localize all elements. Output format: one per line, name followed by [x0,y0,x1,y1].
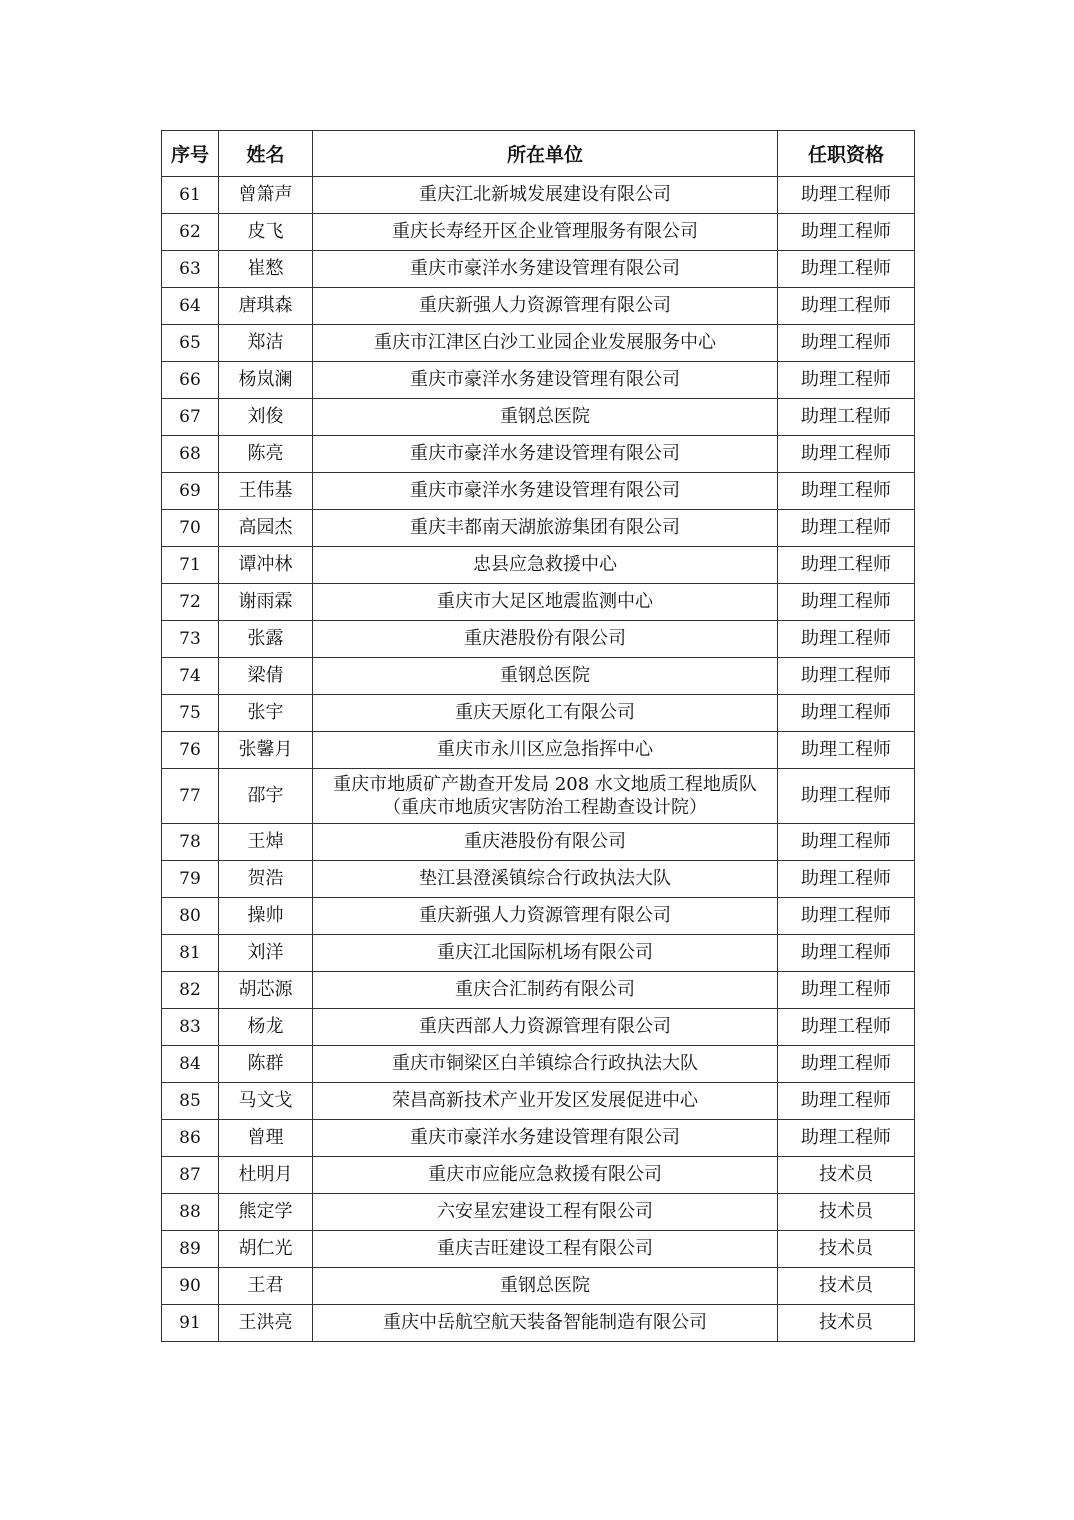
row-index: 89 [162,1231,219,1268]
row-name: 操帅 [219,898,313,935]
table-row [162,399,915,436]
row-qualification: 助理工程师 [778,584,915,621]
table-row [162,861,915,898]
unit-line: 重钢总医院 [500,406,590,427]
table-row [162,935,915,972]
table-row [162,510,915,547]
row-name: 唐琪森 [219,288,313,325]
row-index: 84 [162,1046,219,1083]
row-name: 杨龙 [219,1009,313,1046]
table-row [162,1046,915,1083]
unit-line: 重庆市应能应急救援有限公司 [428,1164,662,1185]
row-qualification: 助理工程师 [778,177,915,214]
unit-line: 荣昌高新技术产业开发区发展促进中心 [392,1090,698,1111]
row-unit [313,1009,778,1046]
table-row [162,473,915,510]
table-row [162,824,915,861]
table-row [162,547,915,584]
row-name: 谭冲林 [219,547,313,584]
row-unit [313,1157,778,1194]
row-unit [313,1194,778,1231]
personnel-table [161,130,915,1342]
row-index: 68 [162,436,219,473]
unit-line: 重庆江北国际机场有限公司 [437,942,653,963]
row-unit [313,362,778,399]
row-index: 67 [162,399,219,436]
row-qualification: 助理工程师 [778,621,915,658]
row-qualification: 助理工程师 [778,824,915,861]
row-qualification: 助理工程师 [778,695,915,732]
unit-line: 忠县应急救援中心 [473,554,617,575]
table-row [162,898,915,935]
row-qualification: 助理工程师 [778,399,915,436]
row-unit [313,1083,778,1120]
unit-line: 重庆市江津区白沙工业园企业发展服务中心 [374,332,716,353]
row-qualification: 助理工程师 [778,861,915,898]
row-index: 91 [162,1305,219,1342]
row-unit [313,288,778,325]
row-name: 张馨月 [219,732,313,769]
row-index: 90 [162,1268,219,1305]
row-unit [313,621,778,658]
row-index: 76 [162,732,219,769]
row-qualification: 助理工程师 [778,325,915,362]
row-qualification: 助理工程师 [778,769,915,824]
row-name: 高园杰 [219,510,313,547]
row-unit [313,898,778,935]
row-qualification: 助理工程师 [778,972,915,1009]
row-unit [313,251,778,288]
unit-line: 重庆市豪洋水务建设管理有限公司 [410,258,680,279]
row-qualification: 技术员 [778,1268,915,1305]
row-index: 78 [162,824,219,861]
unit-line: 重庆长寿经开区企业管理服务有限公司 [392,221,698,242]
table-row [162,288,915,325]
table-row [162,436,915,473]
row-name: 皮飞 [219,214,313,251]
row-unit [313,695,778,732]
row-qualification: 助理工程师 [778,658,915,695]
row-name: 邵宇 [219,769,313,824]
table-row [162,1268,915,1305]
row-qualification: 助理工程师 [778,214,915,251]
table-row [162,769,915,824]
unit-line: 重庆新强人力资源管理有限公司 [419,295,671,316]
row-name: 王洪亮 [219,1305,313,1342]
row-qualification: 助理工程师 [778,510,915,547]
row-index: 65 [162,325,219,362]
unit-line: 重庆市豪洋水务建设管理有限公司 [410,480,680,501]
row-qualification: 技术员 [778,1305,915,1342]
row-unit [313,399,778,436]
table-row [162,621,915,658]
unit-line: 重庆市铜梁区白羊镇综合行政执法大队 [392,1053,698,1074]
unit-line: 六安星宏建设工程有限公司 [437,1201,653,1222]
table-row [162,695,915,732]
row-name: 王焯 [219,824,313,861]
unit-line: 重庆中岳航空航天装备智能制造有限公司 [383,1312,707,1333]
row-qualification: 技术员 [778,1157,915,1194]
header-index: 序号 [162,131,219,177]
row-qualification: 助理工程师 [778,547,915,584]
unit-line: 重庆市豪洋水务建设管理有限公司 [410,1127,680,1148]
row-name: 马文戈 [219,1083,313,1120]
row-index: 80 [162,898,219,935]
row-index: 85 [162,1083,219,1120]
row-name: 胡芯源 [219,972,313,1009]
table-row [162,251,915,288]
unit-line: 重庆港股份有限公司 [464,628,626,649]
row-index: 83 [162,1009,219,1046]
row-qualification: 技术员 [778,1231,915,1268]
row-name: 崔憗 [219,251,313,288]
row-index: 71 [162,547,219,584]
row-index: 70 [162,510,219,547]
row-name: 刘洋 [219,935,313,972]
row-unit [313,658,778,695]
row-name: 曾理 [219,1120,313,1157]
row-index: 69 [162,473,219,510]
table-row [162,658,915,695]
row-qualification: 助理工程师 [778,362,915,399]
unit-line: 重钢总医院 [500,1275,590,1296]
row-qualification: 助理工程师 [778,251,915,288]
unit-line: （重庆市地质灾害防治工程勘查设计院） [383,797,707,818]
row-name: 杜明月 [219,1157,313,1194]
unit-line: 重庆港股份有限公司 [464,831,626,852]
row-unit [313,473,778,510]
row-qualification: 助理工程师 [778,732,915,769]
row-index: 74 [162,658,219,695]
row-unit [313,584,778,621]
row-name: 胡仁光 [219,1231,313,1268]
table-header-row [162,131,915,177]
unit-line: 重庆西部人力资源管理有限公司 [419,1016,671,1037]
row-qualification: 助理工程师 [778,1009,915,1046]
row-unit [313,1120,778,1157]
row-unit [313,769,778,824]
unit-line: 垫江县澄溪镇综合行政执法大队 [419,868,671,889]
unit-line: 重庆新强人力资源管理有限公司 [419,905,671,926]
row-index: 72 [162,584,219,621]
row-index: 86 [162,1120,219,1157]
row-name: 熊定学 [219,1194,313,1231]
row-name: 郑洁 [219,325,313,362]
unit-line: 重庆市豪洋水务建设管理有限公司 [410,369,680,390]
row-name: 陈群 [219,1046,313,1083]
table-row [162,1194,915,1231]
row-qualification: 助理工程师 [778,1046,915,1083]
row-index: 87 [162,1157,219,1194]
table-row [162,325,915,362]
row-name: 张露 [219,621,313,658]
row-name: 曾箫声 [219,177,313,214]
unit-line: 重庆市大足区地震监测中心 [437,591,653,612]
header-qualification: 任职资格 [778,131,915,177]
row-unit [313,1231,778,1268]
row-qualification: 助理工程师 [778,473,915,510]
table-row [162,177,915,214]
unit-line: 重庆丰都南天湖旅游集团有限公司 [410,517,680,538]
row-unit [313,1268,778,1305]
table-row [162,972,915,1009]
row-unit [313,436,778,473]
row-qualification: 助理工程师 [778,1083,915,1120]
table-row [162,584,915,621]
header-name: 姓名 [219,131,313,177]
table-row [162,214,915,251]
row-unit [313,214,778,251]
row-index: 61 [162,177,219,214]
row-index: 75 [162,695,219,732]
row-name: 陈亮 [219,436,313,473]
row-index: 66 [162,362,219,399]
row-index: 81 [162,935,219,972]
row-index: 64 [162,288,219,325]
unit-line: 重庆合汇制药有限公司 [455,979,635,1000]
table-row [162,362,915,399]
unit-line: 重庆市永川区应急指挥中心 [437,739,653,760]
row-index: 62 [162,214,219,251]
table-row [162,1083,915,1120]
header-unit: 所在单位 [313,131,778,177]
row-unit [313,1305,778,1342]
row-unit [313,325,778,362]
row-name: 王伟基 [219,473,313,510]
table-row [162,1120,915,1157]
unit-line: 重庆江北新城发展建设有限公司 [419,184,671,205]
table-row [162,1305,915,1342]
row-name: 梁倩 [219,658,313,695]
row-index: 77 [162,769,219,824]
row-name: 刘俊 [219,399,313,436]
row-qualification: 助理工程师 [778,288,915,325]
row-qualification: 技术员 [778,1194,915,1231]
row-name: 贺浩 [219,861,313,898]
row-unit [313,824,778,861]
row-unit [313,1046,778,1083]
row-name: 王君 [219,1268,313,1305]
row-unit [313,177,778,214]
row-unit [313,732,778,769]
table-row [162,1231,915,1268]
unit-line: 重庆市豪洋水务建设管理有限公司 [410,443,680,464]
row-qualification: 助理工程师 [778,935,915,972]
unit-line: 重钢总医院 [500,665,590,686]
row-unit [313,972,778,1009]
table-row [162,732,915,769]
row-index: 88 [162,1194,219,1231]
unit-line: 重庆吉旺建设工程有限公司 [437,1238,653,1259]
row-qualification: 助理工程师 [778,898,915,935]
row-index: 82 [162,972,219,1009]
table-body [162,177,915,1342]
table-row [162,1157,915,1194]
row-unit [313,935,778,972]
row-unit [313,861,778,898]
row-qualification: 助理工程师 [778,436,915,473]
row-name: 张宇 [219,695,313,732]
row-unit [313,510,778,547]
row-name: 谢雨霖 [219,584,313,621]
row-index: 79 [162,861,219,898]
unit-line: 重庆市地质矿产勘查开发局 208 水文地质工程地质队 [333,774,757,795]
row-unit [313,547,778,584]
row-index: 73 [162,621,219,658]
row-name: 杨岚澜 [219,362,313,399]
table-row [162,1009,915,1046]
unit-line: 重庆天原化工有限公司 [455,702,635,723]
row-index: 63 [162,251,219,288]
row-qualification: 助理工程师 [778,1120,915,1157]
